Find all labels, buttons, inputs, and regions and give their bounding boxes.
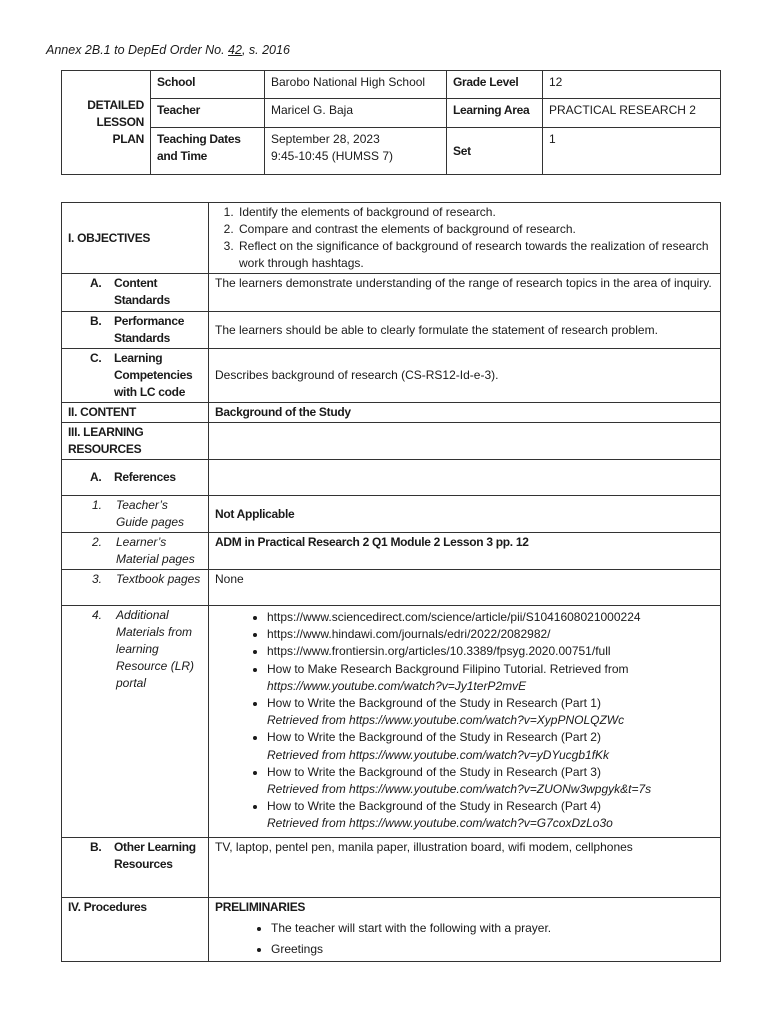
learning-area-label: Learning Area [447, 99, 543, 128]
resource-source: https://www.youtube.com/watch?v=Jy1terP2mvE [267, 678, 527, 693]
textbook-text: None [209, 570, 721, 606]
list-item [267, 798, 714, 832]
resource-text: How to Write the Background of the Study in Research (Part 2) [267, 730, 601, 745]
resource-text: https://www.hindawi.com/journals/edri/2022/2082982/ [267, 627, 551, 642]
learning-area-value: PRACTICAL RESEARCH 2 [543, 99, 721, 128]
learners-material-text: ADM in Practical Research 2 Q1 Module 2 Lesson 3 pp. 12 [209, 533, 721, 570]
annex-order-no: 42 [228, 43, 242, 57]
preliminaries-heading: PRELIMINARIES [215, 900, 306, 914]
list-item [267, 695, 714, 729]
resource-text: How to Make Research Background Filipino Tutorial. Retrieved from [267, 661, 629, 676]
textbook-label: 3. Textbook pages [92, 572, 201, 586]
teachers-guide-text: Not Applicable [209, 496, 721, 533]
objectives-label: I. OBJECTIVES [62, 203, 209, 274]
lesson-plan-header-table [61, 70, 721, 175]
list-item [267, 729, 714, 763]
table-row [62, 312, 721, 349]
additional-materials-label: 4. Additional Materials from learning Resource (LR) portal [92, 608, 195, 690]
set-label: Set [447, 128, 543, 175]
list-item [267, 661, 714, 695]
list-item: • Greetings [271, 939, 714, 960]
list-item: • The teacher will start with the following with a prayer. [271, 918, 714, 939]
table-row [62, 403, 721, 423]
resource-text: https://www.frontiersin.org/articles/10.3389/fpsyg.2020.00751/full [267, 644, 611, 659]
resource-text: How to Write the Background of the Study in Research (Part 3) [267, 764, 601, 779]
resource-source: Retrieved from https://www.youtube.com/watch?v=XypPNOLQZWc [267, 713, 625, 728]
other-resources-label: B. Other Learning Resources [90, 840, 196, 871]
list-item: 3. Reflect on the significance of background of research towards the realization of research work through hashtags. [237, 238, 714, 272]
list-item [267, 764, 714, 798]
performance-standards-label: B. Performance Standards [90, 314, 185, 345]
table-row [62, 423, 721, 460]
learners-material-label: 2. Learner’s Material pages [92, 535, 195, 566]
procedures-cell [209, 898, 721, 962]
list-item [267, 609, 714, 626]
resource-source: Retrieved from https://www.youtube.com/watch?v=G7coxDzLo3o [267, 816, 613, 831]
content-label: II. CONTENT [62, 403, 209, 423]
procedures-label: IV. Procedures [62, 898, 209, 962]
table-row [62, 203, 721, 274]
resource-source: Retrieved from https://www.youtube.com/watch?v=yDYucgb1fKk [267, 747, 610, 762]
content-standards-text: The learners demonstrate understanding of the range of research topics in the area of inquiry. [209, 274, 721, 312]
content-standards-label: A. Content Standards [90, 276, 170, 307]
resource-text: How to Write the Background of the Study in Research (Part 4) [267, 799, 601, 814]
school-label: School [151, 71, 265, 99]
list-item: 2. Compare and contrast the elements of background of research. [237, 221, 714, 238]
table-row [62, 496, 721, 533]
resource-source: Retrieved from https://www.youtube.com/watch?v=ZUONw3wpgyk&t=7s [267, 782, 652, 797]
annex-reference [46, 43, 290, 57]
table-row [62, 606, 721, 838]
annex-suffix: , s. 2016 [241, 43, 290, 57]
school-value: Barobo National High School [265, 71, 447, 99]
list-item [267, 626, 714, 643]
other-resources-text: TV, laptop, pentel pen, manila paper, illustration board, wifi modem, cellphones [209, 838, 721, 898]
list-item [267, 643, 714, 660]
performance-standards-text: The learners should be able to clearly formulate the statement of research problem. [209, 312, 721, 349]
table-row [62, 838, 721, 898]
additional-materials-list [215, 609, 714, 833]
procedures-list [215, 918, 714, 960]
teacher-label: Teacher [151, 99, 265, 128]
annex-prefix: Annex 2B.1 to DepEd Order No. [46, 43, 229, 57]
teaching-dates-value [265, 128, 447, 175]
table-row [62, 349, 721, 403]
list-item: 1. Identify the elements of background of research. [237, 204, 714, 221]
objectives-list [215, 204, 714, 272]
competencies-text: Describes background of research (CS-RS12-Id-e-3). [209, 349, 721, 403]
set-value: 1 [543, 128, 721, 175]
table-row [62, 898, 721, 962]
table-row [62, 533, 721, 570]
learning-resources-label: III. LEARNING RESOURCES [62, 423, 209, 460]
grade-level-value: 12 [543, 71, 721, 99]
teaching-dates-label: Teaching Dates and Time [151, 128, 265, 175]
resource-text: How to Write the Background of the Study in Research (Part 1) [267, 696, 601, 711]
table-row [62, 570, 721, 606]
lesson-plan-body-table [61, 202, 721, 962]
dlp-title: DETAILED LESSON PLAN [62, 71, 151, 175]
table-row [62, 274, 721, 312]
content-text: Background of the Study [209, 403, 721, 423]
teaching-time: 9:45-10:45 (HUMSS 7) [271, 149, 394, 163]
additional-materials-cell [209, 606, 721, 838]
teachers-guide-label: 1. Teacher’s Guide pages [92, 498, 185, 529]
objectives-list-cell [209, 203, 721, 274]
table-row [62, 460, 721, 496]
grade-level-label: Grade Level [447, 71, 543, 99]
competencies-label: C. Learning Competencies with LC code [90, 351, 193, 399]
resource-text: https://www.sciencedirect.com/science/article/pii/S1041608021000224 [267, 610, 641, 624]
teaching-date: September 28, 2023 [271, 132, 380, 146]
references-label: A. References [90, 470, 176, 484]
teacher-value: Maricel G. Baja [265, 99, 447, 128]
